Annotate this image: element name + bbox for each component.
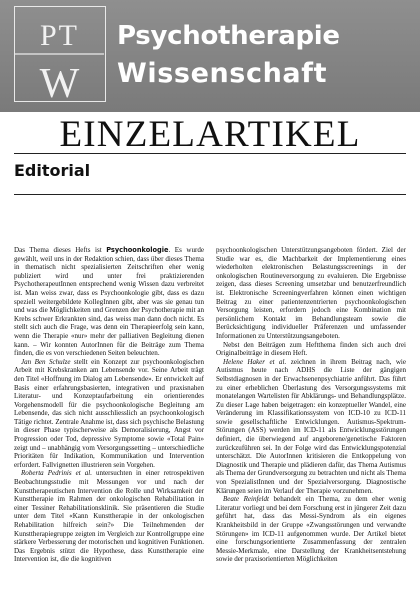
paragraph: Roberta Pedrinis et al. untersuchten in einer retrospektiven Beobachtungsstudie mit Messungen vor und nach der Kunsttherapeutischen Intervention die Rolle und Wirksamkeit der Kunsttherapie im Rahmen der onkologischen Rehabilitation in einer Tessiner Rehabilitationsklinik. Sie präsentieren die Studie unter dem Titel «Kann Kunsttherapie in der onkologischen Rehabilitation hilfreich sein?» Die Teilnehmenden der Kunsttherapiegruppe zeigten im Vergleich zur Kontrollgruppe eine stärkere Verbesserung der motorischen und kognitiven Funktionen. Das Ergebnis stützt die Hypothese, dass Kunsttherapie eine Intervention ist, die die kognitiven	[14, 469, 204, 564]
paragraph: Das Thema dieses Hefts ist Psychoonkologie. Es wurde gewählt, weil uns in der Redaktion schien, dass über dieses Thema in thematisch nicht spezialisierten Zeitschriften eher wenig publiziert wird und unter frei praktizierenden PsychotherapeutInnen entsprechend wenig Wissen dazu verbreitet ist. Man weiss zwar, dass es Psychoonkologie gibt, dass es dazu speziell weitergebildete KollegInnen gibt, aber was sie genau tun und was die Möglichkeiten und Grenzen der Psychotherapie mit an Krebs schwer Erkrankten sind, das weiss man dann doch nicht. Es stellt sich auch die Frage, was denn ein Therapieerfolg sein kann, wenn die Therapie «nur» mehr der palliativen Begleitung dienen kann. – Wir konnten AutorInnen für die Beiträge zum Thema finden, die es von verschiedenen Seiten beleuchten.	[14, 246, 204, 358]
bottom-divider	[14, 194, 406, 195]
author-name: Roberta Pedrinis et al.	[21, 469, 92, 478]
journal-title-line1: Psychotherapie	[117, 21, 340, 51]
paragraph: Jan Ben Schulze stellt ein Konzept zur psychoonkologischen Arbeit mit Krebskranken am Lebensende vor. Seine Arbeit trägt den Titel «Hoffnung im Dialog am Lebensende». Er entwickelt auf Basis einer erfahrungsbasierten, integrativen und praxisnahen Literatur- und Konzeptaufarbeitung ein orientierendes Vorgehensmodell für die psychoonkologische Begleitung am Lebensende, das sich nicht ausschliesslich an psychoonkologisch Tätige richtet. Zentrale Anahme ist, dass sich psychische Belastung in dieser Phase typischerweise als Demoralisierung, Angst vor Progression oder Tod, depressive Symptome sowie «Total Pain» zeigt und – unabhängig vom Versorgungssetting – unterschiedliche Prioritäten für Indikation, Kommunikation und Intervention erfordert. Fallvignetten illustrieren sein Vorgehen.	[14, 357, 204, 469]
keyword: Psychoonkologie	[106, 246, 169, 254]
paragraph: Beate Reinfeldt behandelt ein Thema, zu dem eher wenig Literatur vorliegt und bei dem Forschung erst in jüngerer Zeit dazu geführt hat, dass das Messi-Syndrom als ein eigenes Krankheitsbild in der Gruppe «Zwangsstörungen und verwandte Störungen» im ICD-11 aufgenommen wurde. Der Artikel bietet eine forschungsorientierte Zusammenfassung der zentralen Messie-Merkmale, eine Darstellung der Krankheitsentstehung sowie der praxisorientierten Möglichkeiten	[216, 495, 406, 564]
author-name: Helene Haker et al.	[223, 357, 287, 366]
author-name: Jan Ben Schulze	[21, 357, 71, 366]
logo-letters-top: PT	[39, 19, 79, 52]
right-column	[216, 246, 406, 588]
paragraph: psychoonkologischen Unterstützungsangeboten fördert. Ziel der Studie war es, die Machbarkeit der Implementierung eines wiederholten elektronischen Belastungsscreenings in der onkologischen Routineversorgung zu evaluieren. Die Ergebnisse zeigen, dass dieses Screening umsetzbar und benutzerfreundlich ist. Elektronische Screeningverfahren können einen wichtigen Beitrag zu einer patientenzentrierten psychoonkologischen Versorgung leisten, erfordern jedoch eine Kombination mit persönlichem Kontakt im Behandlungsteam sowie die Berücksichtigung individueller Präferenzen und umfassender Informationen zu Unterstützungsangeboten.	[216, 246, 406, 340]
article-type-heading: Editorial	[14, 161, 91, 180]
author-name: Beate Reinfeldt	[223, 495, 270, 504]
section-label: EINZELARTIKEL	[59, 114, 361, 155]
top-divider	[14, 153, 406, 154]
journal-header-banner	[0, 0, 420, 112]
logo-letters-bottom: W	[39, 61, 80, 107]
paragraph: Helene Haker et al. zeichnen in ihrem Beitrag nach, wie Autismus heute nach ADHS die Liste der gängigen Selbstdiagnosen in der Erwachsenenpsychiatrie anführt. Das führt zu einer erheblichen Überlastung des Versorgungssystems mit monatelangen Wartelisten für Abklärungs- und Behandlungsplätze. Zu dieser Lage haben beigetragen: ein konzeptueller Wandel, eine Veränderung im Klassifikationssystem von ICD-10 zu ICD-11 sowie gesellschaftliche Entwicklungen. Autismus-Spektrum-Störungen (ASS) werden im ICD-11 als Entwicklungsstörungen definiert, die überwiegend auf angeborene/genetische Faktoren zurückzuführen sei. In der Folge wird das Entwicklungspotenzial unterschätzt. Die AutorInnen kritisieren die Entkoppelung von Diagnostik und Therapie und plädieren dafür, das Thema Autismus als Thema der Grundversorgung zu betrachten und nicht als Thema von SpezialistInnen und der Spezialversorgung. Diagnostische Klärungen seien im Verlauf der Therapie vorzunehmen.	[216, 357, 406, 495]
paragraph: Nebst den Beiträgen zum Heftthema finden sich auch drei Originalbeiträge in diesem Heft.	[216, 340, 406, 358]
body-text	[14, 246, 406, 588]
journal-logo	[14, 6, 106, 107]
journal-title-line2: Wissenschaft	[117, 58, 328, 89]
left-column	[14, 246, 204, 588]
